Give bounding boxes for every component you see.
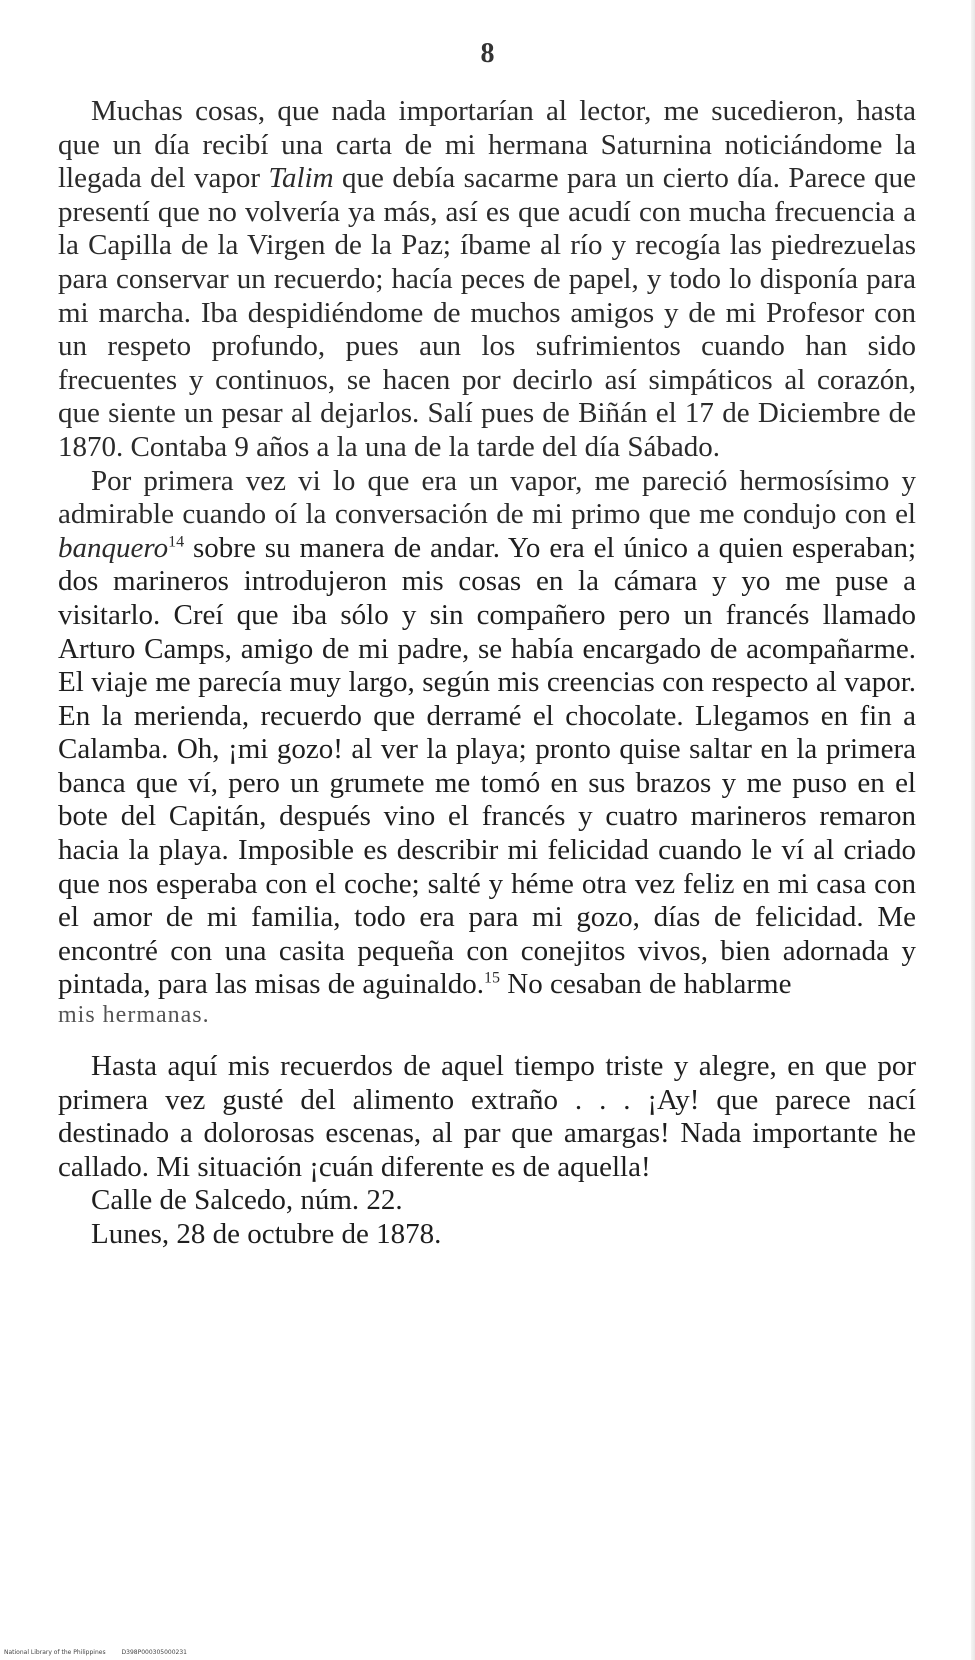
date-line: Lunes, 28 de octubre de 1878. bbox=[91, 1218, 442, 1250]
paragraph-2-last-line: mis hermanas. bbox=[58, 1002, 210, 1029]
address-line: Calle de Salcedo, núm. 22. bbox=[91, 1184, 403, 1217]
footer-source: National Library of the Philippines bbox=[4, 1649, 106, 1656]
paragraph-1 bbox=[58, 95, 916, 465]
paragraph-2-text-b: sobre su manera de andar. Yo era el único a quien esperaban; dos marineros introdujeron mis cosas en la cámara y yo me puse a visitarlo. Creí que iba sólo y sin compañero pero un francés llamado Arturo Camps, amigo de mi padre, se había encargado de acompañarme. El viaje me parecía muy largo, según mis creencias con respecto al vapor. En la merienda, recuerdo que derramé el chocolate. Llegamos en fin a Calamba. Oh, ¡mi gozo! al ver la playa; pronto quise saltar en la primera banca que ví, pero un grumete me tomó en sus brazos y me puso en el bote del Capitán, después vino el francés y cuatro marineros remaron hacia la playa. Imposible es describir mi felicidad cuando le ví al criado que nos esperaba con el coche; salté y héme otra vez feliz en mi casa con el amor de mi familia, todo era para mi gozo, días de felicidad. Me encontré con una casita pequeña con conejitos vivos, bien adornada y pintada, para las misas de aguinaldo. bbox=[58, 531, 916, 1001]
paragraph-2-text-c: No cesaban de hablarme bbox=[500, 968, 792, 1001]
paragraph-2-text-a: Por primera vez vi lo que era un vapor, me pareció hermosísimo y admirable cuando oí la conversación de mi primo que me condujo con el bbox=[58, 464, 916, 531]
page-edge-shadow bbox=[971, 0, 975, 1660]
page-number: 8 bbox=[480, 38, 495, 69]
paragraph-2-italic: banquero bbox=[58, 531, 169, 564]
paragraph-1-text-a: Muchas cosas, que nada importarían al lector, me sucedieron, hasta que un día recibí una carta de mi hermana Saturnina noticiándome la llegada del vapor bbox=[58, 95, 916, 195]
scan-footer bbox=[4, 1649, 187, 1656]
paragraph-1-text-b: que debía sacarme para un cierto día. Parece que presentí que no volvería ya más, así es que acudí con mucha frecuencia a la Capilla de la Virgen de la Paz; íbame al río y recogía las piedrezuelas para conservar un recuerdo; hacía peces de papel, y todo lo disponía para mi marcha. Iba despidiéndome de muchos amigos y de mi Profesor con un respeto profundo, pues aun los sufrimientos cuando han sido frecuentes y continuos, se hacen por decirlo así simpáticos al corazón, que siente un pesar al dejarlos. Salí pues de Biñán el 17 de Diciembre de 1870. Contaba 9 años a la una de la tarde del día Sábado. bbox=[58, 162, 916, 463]
body-text bbox=[58, 95, 916, 1252]
spacer bbox=[58, 1028, 916, 1050]
paragraph-1-italic: Talim bbox=[268, 162, 334, 195]
paragraph-2 bbox=[58, 465, 916, 1003]
footer-code: D398P000305000231 bbox=[121, 1649, 187, 1656]
footnote-ref-14: 14 bbox=[168, 533, 185, 551]
paragraph-3: Hasta aquí mis recuerdos de aquel tiempo triste y alegre, en que por primera vez gusté del alimento extraño . . . ¡Ay! que parece nací destinado a dolorosas escenas, al par que amargas! Nada importante he callado. Mi situación ¡cuán diferente es de aquella! bbox=[58, 1050, 916, 1183]
footnote-ref-15: 15 bbox=[484, 969, 501, 987]
